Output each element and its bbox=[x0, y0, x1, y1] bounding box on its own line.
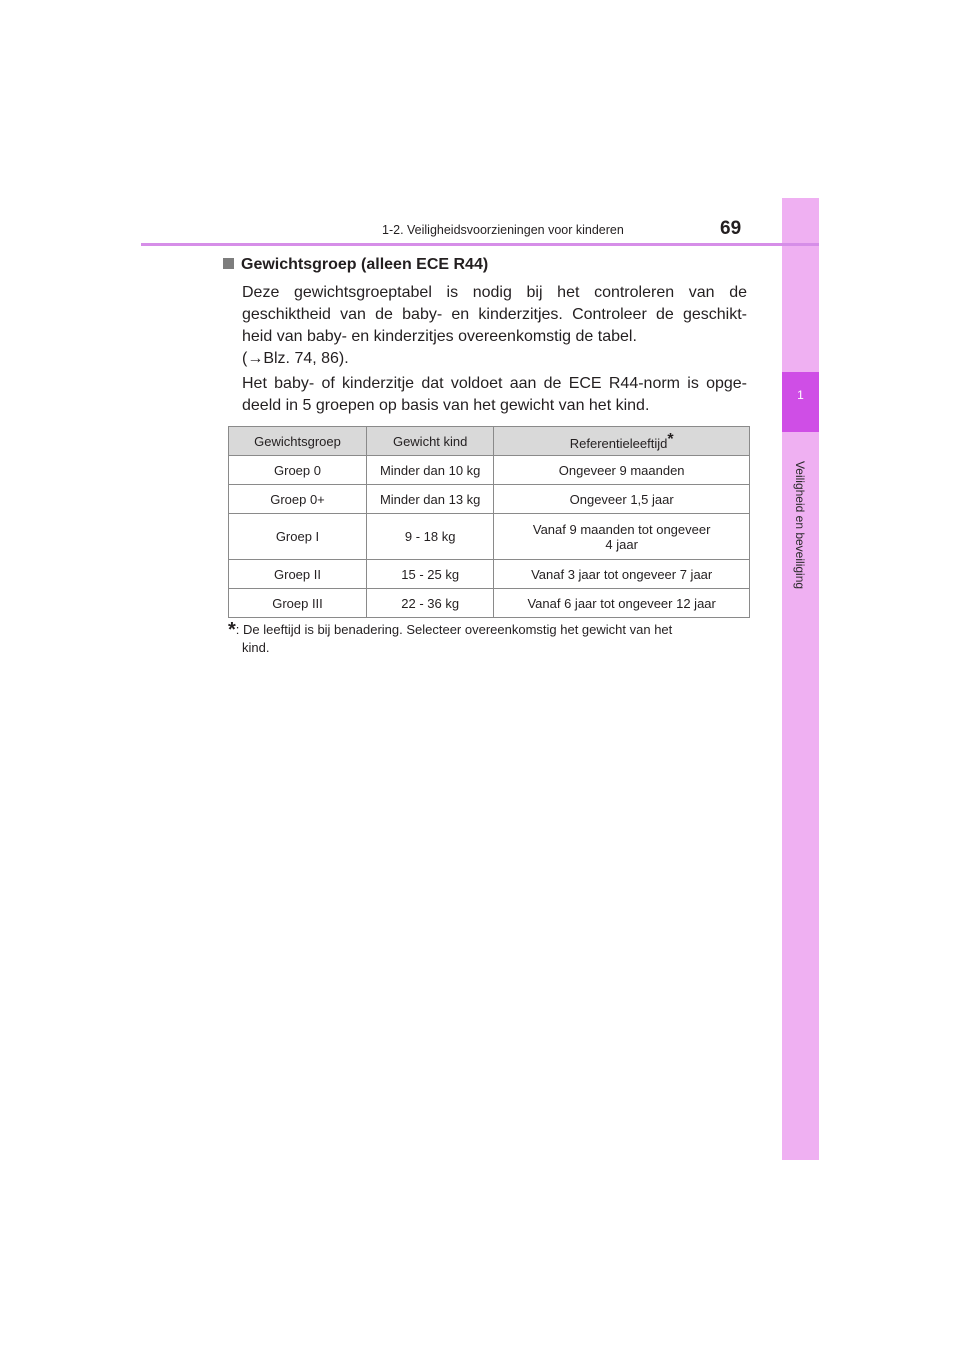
column-header-weight-group: Gewichtsgroep bbox=[229, 427, 367, 456]
cell-age bbox=[494, 514, 750, 560]
cell-weight: 22 - 36 kg bbox=[367, 589, 494, 618]
cell-group: Groep 0 bbox=[229, 456, 367, 485]
column-header-reference-age-text: Referentieleeftijd bbox=[569, 436, 668, 451]
cell-group: Groep II bbox=[229, 560, 367, 589]
cell-group: Groep III bbox=[229, 589, 367, 618]
cell-age: Ongeveer 9 maanden bbox=[494, 456, 750, 485]
table-row bbox=[229, 514, 750, 560]
section-heading-text: Gewichtsgroep (alleen ECE R44) bbox=[241, 256, 489, 273]
cell-weight: Minder dan 13 kg bbox=[367, 485, 494, 514]
paragraph-groups bbox=[242, 373, 747, 417]
cell-weight: Minder dan 10 kg bbox=[367, 456, 494, 485]
table-header-row bbox=[229, 427, 750, 456]
column-header-reference-age bbox=[494, 427, 750, 456]
paragraph-page-reference: (→Blz. 74, 86). bbox=[242, 350, 349, 367]
table-row bbox=[229, 456, 750, 485]
cell-age-line: Vanaf 9 maanden tot ongeveer bbox=[532, 521, 711, 537]
paragraph-line: deeld in 5 groepen op basis van het gewicht van het kind. bbox=[242, 397, 650, 414]
table-row bbox=[229, 485, 750, 514]
table-row bbox=[229, 589, 750, 618]
side-tab-label: Veiligheid en beveiliging bbox=[793, 460, 807, 590]
page-number: 69 bbox=[720, 218, 742, 239]
cell-age: Vanaf 3 jaar tot ongeveer 7 jaar bbox=[494, 560, 750, 589]
cell-age: Vanaf 6 jaar tot ongeveer 12 jaar bbox=[494, 589, 750, 618]
cell-group: Groep I bbox=[229, 514, 367, 560]
footnote bbox=[228, 621, 748, 657]
side-tab bbox=[782, 198, 819, 1160]
paragraph-line: Deze gewichtsgroeptabel is nodig bij het controleren van de bbox=[242, 284, 747, 301]
paragraph-line: heid van baby- en kinderzitjes overeenkomstig de tabel. bbox=[242, 328, 637, 345]
square-bullet-icon bbox=[223, 258, 234, 269]
footnote-marker: * bbox=[667, 431, 674, 448]
side-tab-active-chapter bbox=[782, 372, 819, 432]
table-row bbox=[229, 560, 750, 589]
footnote-text: : De leeftijd is bij benadering. Selecteer overeenkomstig het gewicht van het bbox=[235, 622, 673, 637]
cell-weight: 15 - 25 kg bbox=[367, 560, 494, 589]
header-section-title: 1-2. Veiligheidsvoorzieningen voor kinderen bbox=[382, 223, 624, 237]
footnote-star: * bbox=[228, 619, 236, 641]
cell-age-line: 4 jaar bbox=[605, 536, 638, 552]
cell-age: Ongeveer 1,5 jaar bbox=[494, 485, 750, 514]
header-rule bbox=[141, 243, 819, 246]
paragraph-line: geschiktheid van de baby- en kinderzitjes. Controleer de geschikt- bbox=[242, 306, 747, 323]
cell-weight: 9 - 18 kg bbox=[367, 514, 494, 560]
chapter-number: 1 bbox=[797, 388, 804, 402]
column-header-child-weight: Gewicht kind bbox=[367, 427, 494, 456]
section-heading bbox=[223, 256, 488, 274]
cell-group: Groep 0+ bbox=[229, 485, 367, 514]
paragraph-intro bbox=[242, 282, 747, 370]
paragraph-line: Het baby- of kinderzitje dat voldoet aan de ECE R44-norm is opge- bbox=[242, 375, 747, 392]
weight-group-table bbox=[228, 426, 750, 618]
footnote-text-continued: kind. bbox=[242, 640, 270, 655]
